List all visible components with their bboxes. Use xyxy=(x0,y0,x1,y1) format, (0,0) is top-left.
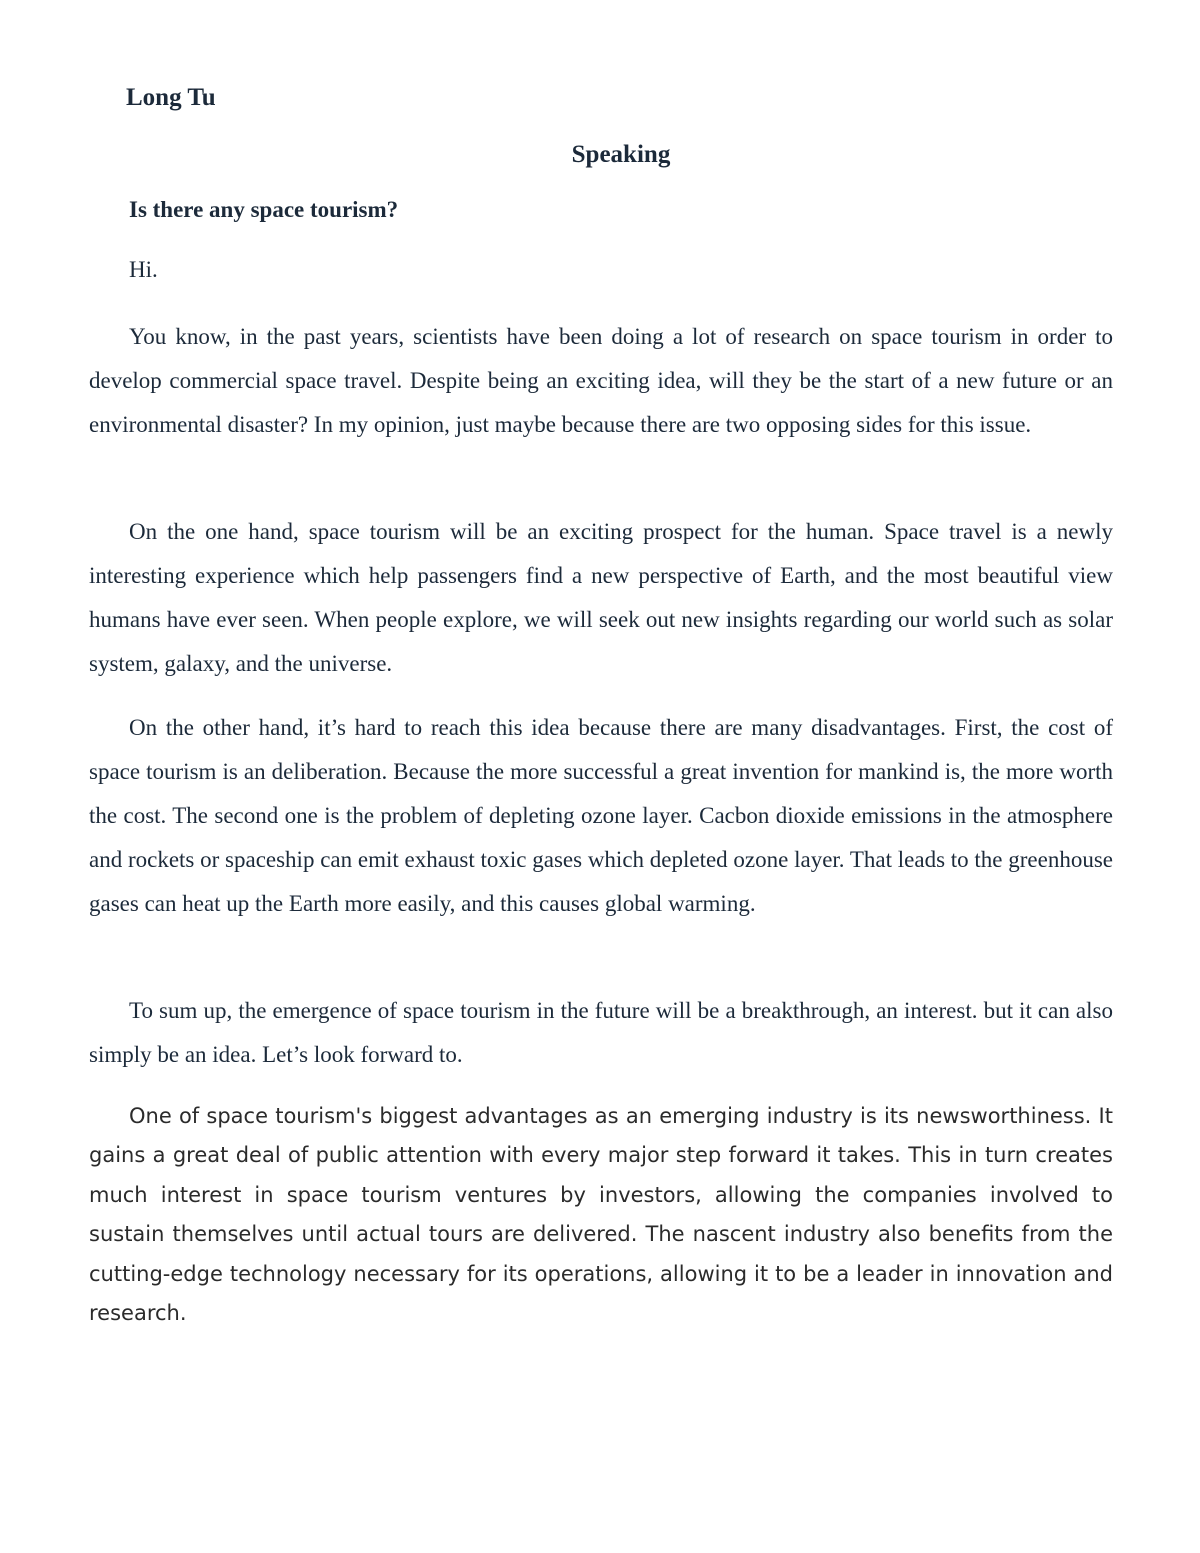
greeting-text: Hi. xyxy=(129,257,158,282)
body-paragraph-1: You know, in the past years, scientists have been doing a lot of research on space tourism in order to develop commercial space travel. Despite being an exciting idea, will they be the start of a new future or an environmental disaster? In my opinion, just maybe because there are two opposing sides for this issue. xyxy=(89,324,1113,437)
body-paragraph-2: On the one hand, space tourism will be an exciting prospect for the human. Space travel is a newly interesting experience which help passengers find a new perspective of Earth, and the most beautiful view humans have ever seen. When people explore, we will seek out new insights regarding our world such as solar system, galaxy, and the universe. xyxy=(89,519,1113,676)
document-title: Speaking xyxy=(571,141,671,168)
body-paragraph-4: To sum up, the emergence of space tourism in the future will be a breakthrough, an interest. but it can also simply be an idea. Let’s look forward to. xyxy=(89,998,1113,1067)
body-paragraph-3: On the other hand, it’s hard to reach this idea because there are many disadvantages. First, the cost of space tourism is an deliberation. Because the more successful a great invention for mankind is, the more worth the cost. The second one is the problem of depleting ozone layer. Cacbon dioxide emissions in the atmosphere and rockets or spaceship can emit exhaust toxic gases which depleted ozone layer. That leads to the greenhouse gases can heat up the Earth more easily, and this causes global warming. xyxy=(89,715,1114,916)
appended-paragraph: One of space tourism's biggest advantages as an emerging industry is its newsworthiness. It gains a great deal of public attention with every major step forward it takes. This in turn creates much interest in space tourism ventures by investors, allowing the companies involved to sustain themselves until actual tours are delivered. The nascent industry also benefits from the cutting-edge technology necessary for its operations, allowing it to be a leader in innovation and research. xyxy=(89,1104,1113,1326)
question-heading: Is there any space tourism? xyxy=(129,197,399,222)
author-name: Long Tu xyxy=(126,84,216,111)
